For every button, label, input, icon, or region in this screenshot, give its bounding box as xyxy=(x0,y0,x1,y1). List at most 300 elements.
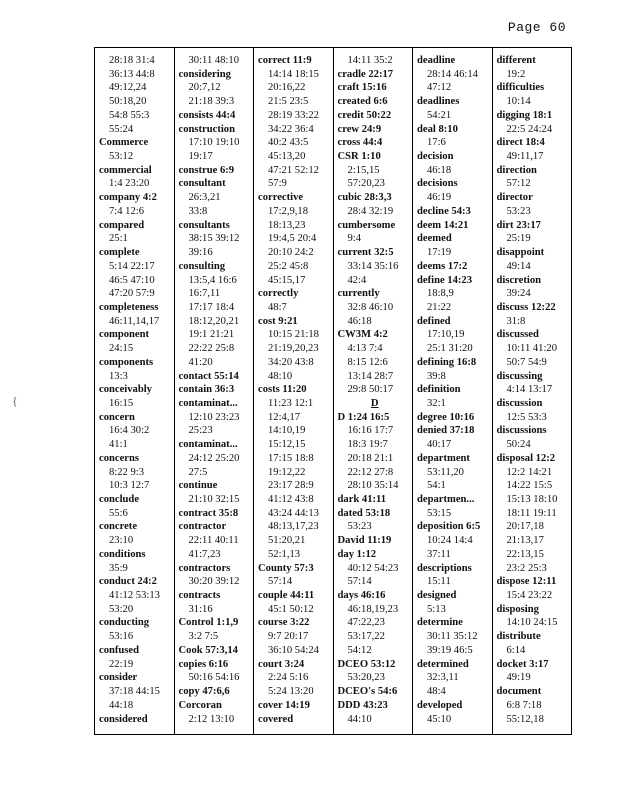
index-page-refs: 57:14 xyxy=(347,576,372,588)
index-headword: deemed xyxy=(417,233,452,245)
index-page-refs: 14:22 15:5 xyxy=(506,480,553,492)
index-headword: considering xyxy=(178,68,231,80)
index-page-refs: 11:23 12:1 xyxy=(268,397,314,409)
index-headword: conducting xyxy=(99,617,150,629)
index-headword: deadline xyxy=(417,55,456,66)
index-page-refs: 20:10 24:2 xyxy=(268,247,314,259)
index-page-refs: 13:14 28:7 xyxy=(347,370,394,382)
index-page-refs: 48:7 xyxy=(268,301,287,313)
index-page-refs: 54:12 xyxy=(347,644,372,656)
index-page-refs: 46:18,19,23 xyxy=(347,603,399,615)
index-page-refs: 39:16 xyxy=(188,247,213,259)
index-page-refs: 12:4,17 xyxy=(268,411,301,423)
index-page-refs: 23:10 xyxy=(109,535,134,547)
index-page-refs: 20:7,12 xyxy=(188,82,221,94)
index-page-refs: 12:10 23:23 xyxy=(188,411,240,423)
index-page-refs: 41:1 xyxy=(109,439,128,451)
index-headword: currently xyxy=(337,288,380,300)
index-headword: disposal 12:2 xyxy=(496,452,556,464)
index-headword: discuss 12:22 xyxy=(496,301,556,313)
index-headword: current 32:5 xyxy=(337,247,394,259)
index-page-refs: 32:3,11 xyxy=(427,672,459,684)
index-headword: credit 50:22 xyxy=(337,109,392,121)
index-headword: craft 15:16 xyxy=(337,82,387,94)
index-page-refs: 57:20,23 xyxy=(347,178,385,190)
index-page-refs: 54:1 xyxy=(427,480,446,492)
index-headword: digging 18:1 xyxy=(496,109,553,121)
index-headword: disposing xyxy=(496,603,539,615)
index-headword: confused xyxy=(99,644,140,656)
index-page-refs: 17:2,9,18 xyxy=(268,205,309,217)
index-headword: different xyxy=(496,55,536,66)
index-page-refs: 17:15 18:8 xyxy=(268,452,314,464)
index-headword: degree 10:16 xyxy=(417,411,475,423)
index-page-refs: 19:4,5 20:4 xyxy=(268,233,317,245)
index-headword: conclude xyxy=(99,494,140,505)
index-headword: deposition 6:5 xyxy=(417,521,481,533)
index-page-refs: 46:11,14,17 xyxy=(109,315,160,327)
index-page-refs: 21:18 39:3 xyxy=(188,96,235,108)
index-page-refs: 28:10 35:14 xyxy=(347,480,399,492)
index-headword: dispose 12:11 xyxy=(496,576,557,588)
index-page-refs: 25:19 xyxy=(506,233,531,245)
index-headword: dark 41:11 xyxy=(337,494,387,505)
index-page-refs: 30:11 35:12 xyxy=(427,631,478,643)
index-page-refs: 12:5 53:3 xyxy=(506,411,547,423)
index-page-refs: 16:16 17:7 xyxy=(347,425,394,437)
index-page-refs: 8:15 12:6 xyxy=(347,356,388,368)
index-headword: days 46:16 xyxy=(337,590,386,602)
index-headword: contaminat... xyxy=(178,439,238,451)
index-page-refs: 49:12,24 xyxy=(109,82,147,94)
index-headword: copies 6:16 xyxy=(178,658,229,670)
index-page-refs: 17:19 xyxy=(427,247,452,259)
index-page-refs: 50:18,20 xyxy=(109,96,147,108)
index-page-refs: 53:17,22 xyxy=(347,631,385,643)
index-page-refs: 28:19 33:22 xyxy=(268,109,319,121)
index-section-letter: D xyxy=(370,397,379,409)
index-page-refs: 18:13,23 xyxy=(268,219,306,231)
index-page-refs: 57:12 xyxy=(506,178,531,190)
index-page-refs: 2:24 5:16 xyxy=(268,672,309,684)
index-page-refs: 37:18 44:15 xyxy=(109,686,160,698)
index-page-refs: 49:19 xyxy=(506,672,531,684)
index-page-refs: 31:16 xyxy=(188,603,213,615)
index-headword: cost 9:21 xyxy=(258,315,298,327)
index-headword: departmen... xyxy=(417,494,475,505)
index-page-refs: 19:2 xyxy=(506,68,526,80)
index-page-refs: 16:7,11 xyxy=(188,288,221,300)
index-page-refs: 25:23 xyxy=(188,425,213,437)
index-headword: day 1:12 xyxy=(337,548,377,560)
index-headword: discussed xyxy=(496,329,539,341)
index-page-refs: 25:1 31:20 xyxy=(427,343,473,355)
index-headword: conduct 24:2 xyxy=(99,576,157,588)
index-headword: cradle 22:17 xyxy=(337,68,394,80)
index-headword: conditions xyxy=(99,548,146,560)
index-headword: DCEO's 54:6 xyxy=(337,686,398,698)
index-page-refs: 1:4 23:20 xyxy=(109,178,150,190)
index-page-refs: 48:13,17,23 xyxy=(268,521,319,533)
index-headword: director xyxy=(496,192,533,204)
index-page-refs: 24:15 xyxy=(109,343,134,355)
index-headword: determined xyxy=(417,658,469,670)
index-page-refs: 17:10 19:10 xyxy=(188,137,240,149)
index-page-refs: 25:2 45:8 xyxy=(268,260,309,272)
index-headword: CSR 1:10 xyxy=(337,151,381,163)
index-headword: discussing xyxy=(496,370,543,382)
index-headword: denied 37:18 xyxy=(417,425,475,437)
index-page-refs: 33:8 xyxy=(188,205,208,217)
index-headword: corrective xyxy=(258,192,304,204)
index-page-refs: 6:8 7:18 xyxy=(506,699,542,711)
index-headword: complete xyxy=(99,247,140,259)
index-page-refs: 14:10 24:15 xyxy=(506,617,558,629)
index-page-refs: 53:15 xyxy=(427,507,452,519)
index-headword: concern xyxy=(99,411,135,423)
index-page-refs: 8:22 9:3 xyxy=(109,466,145,478)
index-column-5 xyxy=(413,48,493,734)
index-page-refs: 13:5,4 16:6 xyxy=(188,274,237,286)
index-page-refs: 6:14 xyxy=(506,644,526,656)
index-page-refs: 10:15 21:18 xyxy=(268,329,319,341)
index-page-refs: 45:13,20 xyxy=(268,151,306,163)
index-page-refs: 10:14 xyxy=(506,96,531,108)
index-headword: definition xyxy=(417,384,461,396)
index-page-refs: 10:3 12:7 xyxy=(109,480,150,492)
index-page-refs: 5:14 22:17 xyxy=(109,260,155,272)
index-page-refs: 20:18 21:1 xyxy=(347,452,394,464)
index-page-refs: 17:6 xyxy=(427,137,446,149)
index-headword: couple 44:11 xyxy=(258,590,315,602)
index-headword: consulting xyxy=(178,260,226,272)
index-page-refs: 22:12 27:8 xyxy=(347,466,394,478)
index-page-refs: 22:19 xyxy=(109,658,134,670)
index-page-refs: 34:20 43:8 xyxy=(268,356,314,368)
index-headword: costs 11:20 xyxy=(258,384,307,396)
index-page-refs: 9:7 20:17 xyxy=(268,631,309,643)
index-page-refs: 47:22,23 xyxy=(347,617,385,629)
index-headword: decline 54:3 xyxy=(417,205,471,217)
index-headword: docket 3:17 xyxy=(496,658,549,670)
index-page-refs: 16:4 30:2 xyxy=(109,425,150,437)
index-headword: cover 14:19 xyxy=(258,699,310,711)
index-headword: concerns xyxy=(99,452,140,464)
index-page-refs: 34:22 36:4 xyxy=(268,123,314,135)
index-page-refs: 23:17 28:9 xyxy=(268,480,314,492)
index-headword: deadlines xyxy=(417,96,460,108)
index-page-refs: 26:3,21 xyxy=(188,192,221,204)
index-headword: consider xyxy=(99,672,138,684)
index-page-refs: 52:1,13 xyxy=(268,548,301,560)
index-page-refs: 18:3 19:7 xyxy=(347,439,388,451)
index-headword: distribute xyxy=(496,631,541,643)
index-headword: deem 14:21 xyxy=(417,219,469,231)
index-page-refs: 15:12,15 xyxy=(268,439,306,451)
index-headword: County 57:3 xyxy=(258,562,314,574)
index-headword: contracts xyxy=(178,590,221,602)
index-headword: direction xyxy=(496,164,537,176)
index-page-refs: 57:9 xyxy=(268,178,287,190)
index-page-refs: 2:12 13:10 xyxy=(188,713,235,725)
index-headword: cubic 28:3,3 xyxy=(337,192,392,204)
index-page-refs: 31:8 xyxy=(506,315,526,327)
index-headword: difficulties xyxy=(496,82,545,94)
index-page-refs: 46:19 xyxy=(427,192,452,204)
margin-bracket-mark: { xyxy=(12,394,18,408)
index-page-refs: 32:1 xyxy=(427,397,446,409)
index-headword: David 11:19 xyxy=(337,535,392,547)
index-page-refs: 40:2 43:5 xyxy=(268,137,309,149)
index-headword: dirt 23:17 xyxy=(496,219,541,231)
index-page-refs: 22:11 40:11 xyxy=(188,535,239,547)
index-page-refs: 25:1 xyxy=(109,233,128,245)
index-page-refs: 21:22 xyxy=(427,301,452,313)
index-headword: construe 6:9 xyxy=(178,164,235,176)
index-page-refs: 41:12 43:8 xyxy=(268,494,314,505)
index-headword: defining 16:8 xyxy=(417,356,477,368)
index-headword: contract 35:8 xyxy=(178,507,239,519)
index-page-refs: 37:11 xyxy=(427,548,451,560)
index-headword: completeness xyxy=(99,301,159,313)
index-headword: decisions xyxy=(417,178,458,190)
index-column-4 xyxy=(334,48,414,734)
index-column-6 xyxy=(493,48,572,734)
index-page-refs: 20:17,18 xyxy=(506,521,544,533)
index-page-refs: 30:11 48:10 xyxy=(188,55,240,66)
index-headword: disappoint xyxy=(496,247,545,259)
index-page-refs: 14:14 18:15 xyxy=(268,68,319,80)
index-page-refs: 49:11,17 xyxy=(506,151,544,163)
index-page-refs: 9:4 xyxy=(347,233,362,245)
index-page-refs: 27:5 xyxy=(188,466,208,478)
index-page-refs: 54:21 xyxy=(427,109,452,121)
index-headword: copy 47:6,6 xyxy=(178,686,230,698)
index-page-refs: 22:22 25:8 xyxy=(188,343,235,355)
index-headword: correct 11:9 xyxy=(258,55,312,66)
index-page-refs: 21:13,17 xyxy=(506,535,544,547)
index-page-refs: 40:17 xyxy=(427,439,452,451)
index-headword: cumbersome xyxy=(337,219,396,231)
index-headword: deems 17:2 xyxy=(417,260,468,272)
index-page-refs: 45:10 xyxy=(427,713,452,725)
index-headword: discussions xyxy=(496,425,547,437)
index-headword: document xyxy=(496,686,542,698)
index-headword: deal 8:10 xyxy=(417,123,458,135)
index-page-refs: 4:14 13:17 xyxy=(506,384,553,396)
index-page-refs: 19:17 xyxy=(188,151,213,163)
word-index-table xyxy=(94,47,572,735)
index-headword: developed xyxy=(417,699,463,711)
index-page-refs: 16:15 xyxy=(109,397,134,409)
index-page-refs: 53:12 xyxy=(109,151,134,163)
index-column-3 xyxy=(254,48,334,734)
index-page-refs: 50:16 54:16 xyxy=(188,672,240,684)
index-headword: conceivably xyxy=(99,384,152,396)
index-page-refs: 24:12 25:20 xyxy=(188,452,240,464)
index-page-refs: 41:7,23 xyxy=(188,548,221,560)
index-page-refs: 55:6 xyxy=(109,507,128,519)
index-headword: component xyxy=(99,329,150,341)
index-page-refs: 2:15,15 xyxy=(347,164,380,176)
index-page-refs: 12:2 14:21 xyxy=(506,466,553,478)
index-headword: department xyxy=(417,452,470,464)
index-page-refs: 53:20,23 xyxy=(347,672,385,684)
index-headword: course 3:22 xyxy=(258,617,310,629)
index-headword: components xyxy=(99,356,154,368)
index-page-refs: 5:24 13:20 xyxy=(268,686,314,698)
index-page-refs: 41:20 xyxy=(188,356,213,368)
index-headword: Corcoran xyxy=(178,699,222,711)
index-headword: construction xyxy=(178,123,235,135)
index-page-refs: 46:5 47:10 xyxy=(109,274,155,286)
index-headword: contaminat... xyxy=(178,397,238,409)
index-page-refs: 15:4 23:22 xyxy=(506,590,553,602)
index-headword: designed xyxy=(417,590,457,602)
index-page-refs: 33:14 35:16 xyxy=(347,260,399,272)
index-headword: company 4:2 xyxy=(99,192,157,204)
index-headword: descriptions xyxy=(417,562,472,574)
index-headword: D 1:24 16:5 xyxy=(337,411,390,423)
index-page-refs: 46:18 xyxy=(347,315,372,327)
index-page-refs: 53:23 xyxy=(347,521,372,533)
index-headword: contractor xyxy=(178,521,227,533)
index-page-refs: 13:3 xyxy=(109,370,128,382)
index-page-refs: 28:18 31:4 xyxy=(109,55,155,66)
index-page-refs: 55:12,18 xyxy=(506,713,544,725)
index-page-refs: 48:10 xyxy=(268,370,293,382)
index-column-1 xyxy=(95,48,175,734)
index-page-refs: 54:8 55:3 xyxy=(109,109,150,121)
index-headword: consultants xyxy=(178,219,230,231)
index-page-refs: 18:11 19:11 xyxy=(506,507,557,519)
index-headword: covered xyxy=(258,713,294,725)
index-page-refs: 22:5 24:24 xyxy=(506,123,553,135)
index-page-refs: 28:4 32:19 xyxy=(347,205,394,217)
index-headword: determine xyxy=(417,617,463,629)
index-page-refs: 18:8,9 xyxy=(427,288,454,300)
index-page-refs: 21:10 32:15 xyxy=(188,494,240,505)
index-page-refs: 57:14 xyxy=(268,576,293,588)
index-page-refs: 17:10,19 xyxy=(427,329,465,341)
index-page-refs: 51:20,21 xyxy=(268,535,306,547)
index-page-refs: 49:14 xyxy=(506,260,531,272)
index-page-refs: 44:18 xyxy=(109,699,134,711)
index-page-refs: 38:15 39:12 xyxy=(188,233,240,245)
index-headword: CW3M 4:2 xyxy=(337,329,388,341)
index-page-refs: 50:24 xyxy=(506,439,531,451)
index-page-refs: 53:11,20 xyxy=(427,466,464,478)
index-headword: contact 55:14 xyxy=(178,370,239,382)
index-page-refs: 10:11 41:20 xyxy=(506,343,558,355)
index-page-refs: 4:13 7:4 xyxy=(347,343,383,355)
index-headword: cross 44:4 xyxy=(337,137,383,149)
index-page-refs: 28:14 46:14 xyxy=(427,68,478,80)
index-page-refs: 23:2 25:3 xyxy=(506,562,547,574)
index-page-refs: 5:13 xyxy=(427,603,446,615)
index-page-refs: 14:10,19 xyxy=(268,425,306,437)
index-page-refs: 45:1 50:12 xyxy=(268,603,314,615)
index-page-refs: 39:19 46:5 xyxy=(427,644,473,656)
index-headword: Cook 57:3,14 xyxy=(178,644,238,656)
index-headword: define 14:23 xyxy=(417,274,473,286)
index-page-refs: 42:4 xyxy=(347,274,367,286)
index-page-refs: 36:10 54:24 xyxy=(268,644,319,656)
index-page-refs: 3:2 7:5 xyxy=(188,631,219,643)
index-page-refs: 47:20 57:9 xyxy=(109,288,155,300)
index-page-refs: 30:20 39:12 xyxy=(188,576,240,588)
index-headword: decision xyxy=(417,151,454,163)
index-page-refs: 22:13,15 xyxy=(506,548,544,560)
index-page-refs: 19:1 21:21 xyxy=(188,329,235,341)
index-page-refs: 20:16,22 xyxy=(268,82,306,94)
index-page-refs: 39:8 xyxy=(427,370,446,382)
index-page-refs: 39:24 xyxy=(506,288,531,300)
index-headword: consultant xyxy=(178,178,226,190)
index-headword: commercial xyxy=(99,164,152,176)
index-page-refs: 15:13 18:10 xyxy=(506,494,558,505)
index-headword: court 3:24 xyxy=(258,658,305,670)
index-page-refs: 15:11 xyxy=(427,576,451,588)
index-headword: direct 18:4 xyxy=(496,137,545,149)
index-headword: Control 1:1,9 xyxy=(178,617,239,629)
index-page-refs: 45:15,17 xyxy=(268,274,306,286)
index-page-refs: 7:4 12:6 xyxy=(109,205,145,217)
index-headword: defined xyxy=(417,315,451,327)
index-page-refs: 19:12,22 xyxy=(268,466,306,478)
index-headword: correctly xyxy=(258,288,299,300)
page-number: Page 60 xyxy=(507,20,566,35)
index-page-refs: 48:4 xyxy=(427,686,446,698)
index-headword: dated 53:18 xyxy=(337,507,391,519)
index-headword: concrete xyxy=(99,521,138,533)
index-page-refs: 21:5 23:5 xyxy=(268,96,309,108)
index-page-refs: 53:23 xyxy=(506,205,531,217)
index-headword: consists 44:4 xyxy=(178,109,236,121)
index-column-2 xyxy=(175,48,255,734)
index-page-refs: 41:12 53:13 xyxy=(109,590,160,602)
index-page-refs: 17:17 18:4 xyxy=(188,301,235,313)
index-page-refs: 47:12 xyxy=(427,82,452,94)
index-page-refs: 46:18 xyxy=(427,164,452,176)
index-headword: created 6:6 xyxy=(337,96,388,108)
index-page-refs: 21:19,20,23 xyxy=(268,343,319,355)
index-page-refs: 35:9 xyxy=(109,562,128,574)
index-headword: compared xyxy=(99,219,145,231)
index-headword: Commerce xyxy=(99,137,149,149)
index-headword: contain 36:3 xyxy=(178,384,235,396)
index-page-refs: 55:24 xyxy=(109,123,134,135)
index-headword: continue xyxy=(178,480,218,492)
index-page-refs: 36:13 44:8 xyxy=(109,68,155,80)
index-page-refs: 44:10 xyxy=(347,713,372,725)
index-page-refs: 53:16 xyxy=(109,631,134,643)
index-page-refs: 40:12 54:23 xyxy=(347,562,399,574)
index-headword: DCEO 53:12 xyxy=(337,658,396,670)
index-page-refs: 50:7 54:9 xyxy=(506,356,547,368)
index-headword: considered xyxy=(99,713,148,725)
index-headword: crew 24:9 xyxy=(337,123,382,135)
index-page-refs: 43:24 44:13 xyxy=(268,507,319,519)
index-page-refs: 32:8 46:10 xyxy=(347,301,394,313)
index-headword: discussion xyxy=(496,397,543,409)
index-headword: contractors xyxy=(178,562,231,574)
index-page-refs: 18:12,20,21 xyxy=(188,315,240,327)
index-page-refs: 10:24 14:4 xyxy=(427,535,473,547)
index-page-refs: 29:8 50:17 xyxy=(347,384,394,396)
index-headword: DDD 43:23 xyxy=(337,699,388,711)
index-page-refs: 47:21 52:12 xyxy=(268,164,319,176)
